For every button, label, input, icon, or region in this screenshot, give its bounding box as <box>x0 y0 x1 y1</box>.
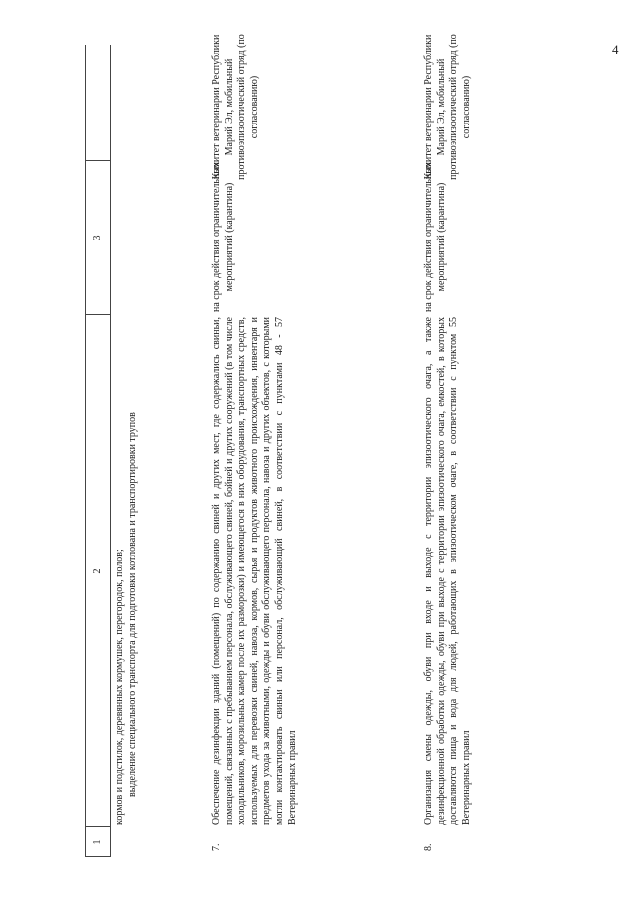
row-8-number: 8. <box>423 843 434 851</box>
continuation-text <box>114 355 139 825</box>
header-col-1: 1 <box>92 839 103 845</box>
header-col-4 <box>85 0 110 161</box>
header-col-2: 2 <box>92 568 103 574</box>
continuation-line-1: кормов и подстилок, деревянных кормушек, перегородок, полов; <box>114 549 125 825</box>
page-number: 4 <box>612 42 619 57</box>
row-7-responsible: Комитет ветеринарии Республики Марий Эл, мобильный противоэпизоотический отряд (по согласованию) <box>211 34 260 180</box>
continuation-line-2: выделение специального транспорта для подготовки котлована и транспортировки трупов <box>126 412 138 797</box>
row-7-description: Обеспечение дезинфекции зданий (помещений) по содержанию свиней и других мест, где содержались свиньи, помещений, связанных с пребыванием персонала, обслуживающего свиней, бойней и других сооружений (в том числе холодильников, морозильных камер после их разморозки) и имеющегося в них оборудования, транспортных средств, используемых для перевозки свиней, навоза, кормов, сырья и продуктов животного происхождения, инвентаря и предметов ухода за животными, одежды и обуви обслуживающего персонала, навоза и других объектов, с которыми могли контактировать свиньи или персонал, обслуживающий свиней, в соответствии с пунктами 48 - 57 Ветеринарных правил <box>211 317 298 825</box>
row-8-term: на срок действия ограничительных мероприятий (карантина) <box>423 162 447 312</box>
row-8-responsible: Комитет ветеринарии Республики Марий Эл, мобильный противоэпизоотический отряд (по согласованию) <box>423 34 472 180</box>
row-8-description: Организация смены одежды, обуви при входе и выходе с территории эпизоотического очага, а также дезинфекционной обработки одежды, обуви при выходе с территории эпизоотического очага, емкостей, в которых доставляются пища и вода для людей, работающих в эпизоотическом очаге, в соответствии с пунктом 55 Ветеринарных правил <box>423 317 472 825</box>
row-7-number: 7. <box>211 843 222 851</box>
header-col-3: 3 <box>92 235 103 241</box>
row-7-term: на срок действия ограничительных мероприятий (карантина) <box>211 162 235 312</box>
rotated-table <box>85 34 495 857</box>
header-bottom-border <box>110 45 111 857</box>
